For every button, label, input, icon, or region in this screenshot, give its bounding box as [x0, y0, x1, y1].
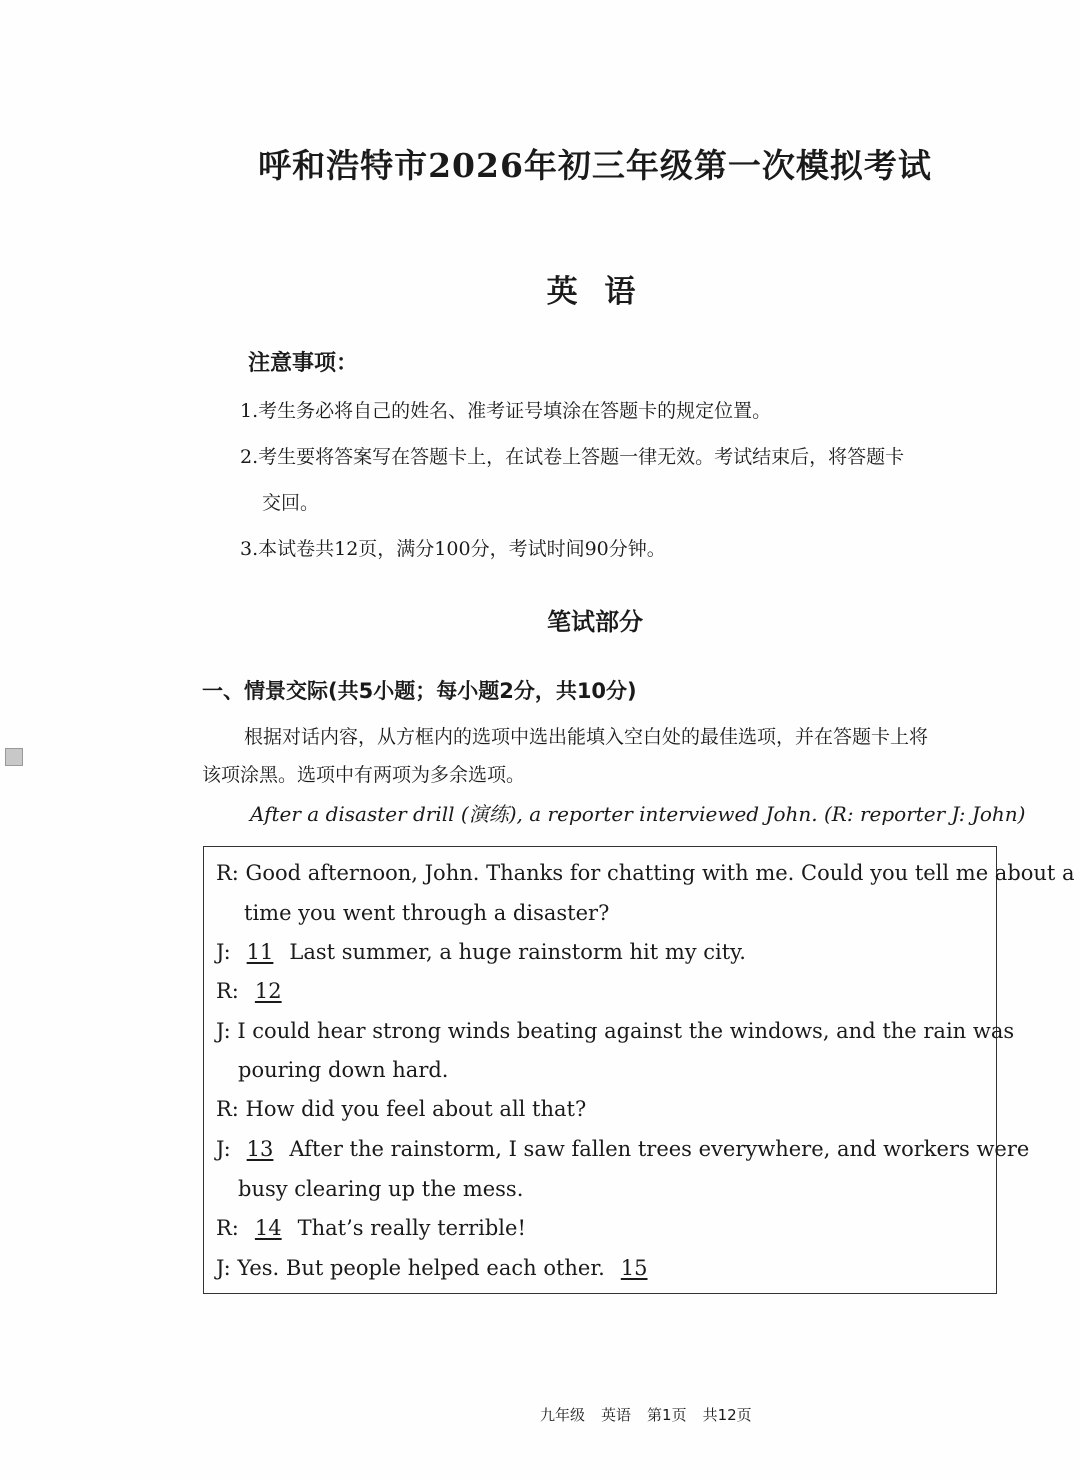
notice-heading: 注意事项：	[248, 351, 359, 376]
instruction-line-1: 根据对话内容，从方框内的选项中选出能填入空白处的最佳选项，并在答题卡上将	[244, 726, 929, 748]
line-text: After the rainstorm, I saw fallen trees everywhere, and workers were	[289, 1137, 1030, 1161]
dialogue-box	[203, 846, 1075, 1294]
dialogue-line-1: R: Good afternoon, John. Thanks for chatting with me. Could you tell me about a	[216, 861, 1075, 885]
written-section-heading: 笔试部分	[547, 608, 643, 636]
notice-item-2: 2.考生要将答案写在答题卡上，在试卷上答题一律无效。考试结束后，将答题卡	[240, 446, 905, 468]
blank-14: 14	[254, 1216, 282, 1240]
line-text: That’s really terrible!	[297, 1216, 526, 1240]
blank-12: 12	[254, 979, 282, 1003]
exam-title: 呼和浩特市2026年初三年级第一次模拟考试	[258, 146, 932, 185]
instruction-line-2: 该项涂黑。选项中有两项为多余选项。	[202, 764, 526, 786]
blank-13: 13	[246, 1137, 274, 1161]
dialogue-line-5: R: How did you feel about all that?	[216, 1097, 587, 1121]
footer-page: 第1页	[647, 1406, 687, 1424]
page-footer	[540, 1404, 768, 1425]
dialogue-line-3	[216, 979, 298, 1003]
part1-instruction	[202, 718, 1002, 794]
footer-grade: 九年级	[540, 1406, 586, 1424]
blank-11: 11	[246, 940, 274, 964]
dialogue-line-4: J: I could hear strong winds beating against the windows, and the rain was	[216, 1019, 1015, 1043]
footer-subject: 英语	[601, 1406, 632, 1424]
line-text: J: Yes. But people helped each other.	[216, 1256, 605, 1280]
speaker: R:	[216, 1216, 239, 1240]
dialogue-line-2	[216, 940, 746, 964]
dialogue-line-6	[216, 1137, 1030, 1161]
speaker: R:	[216, 979, 239, 1003]
blank-15: 15	[620, 1256, 648, 1280]
scene-description: After a disaster drill (演练), a reporter interviewed John. (R: reporter J: John)	[250, 802, 1026, 826]
line-text: Last summer, a huge rainstorm hit my city.	[289, 940, 746, 964]
dialogue-line-1-cont: time you went through a disaster?	[244, 901, 610, 925]
notice-item-1: 1.考生务必将自己的姓名、准考证号填涂在答题卡的规定位置。	[240, 400, 772, 422]
dialogue-line-8	[216, 1256, 664, 1280]
dialogue-line-7	[216, 1216, 526, 1240]
dialogue-line-4-cont: pouring down hard.	[238, 1058, 449, 1082]
part1-heading: 一、情景交际(共5小题；每小题2分，共10分)	[202, 679, 637, 703]
speaker: J:	[216, 940, 231, 964]
footer-total: 共12页	[702, 1406, 752, 1424]
subject-title: 英 语	[546, 274, 644, 310]
notice-item-2-cont: 交回。	[262, 492, 320, 514]
dialogue-line-6-cont: busy clearing up the mess.	[238, 1177, 524, 1201]
scan-mark	[5, 748, 23, 766]
notice-item-3: 3.本试卷共12页，满分100分，考试时间90分钟。	[240, 538, 666, 560]
speaker: J:	[216, 1137, 231, 1161]
